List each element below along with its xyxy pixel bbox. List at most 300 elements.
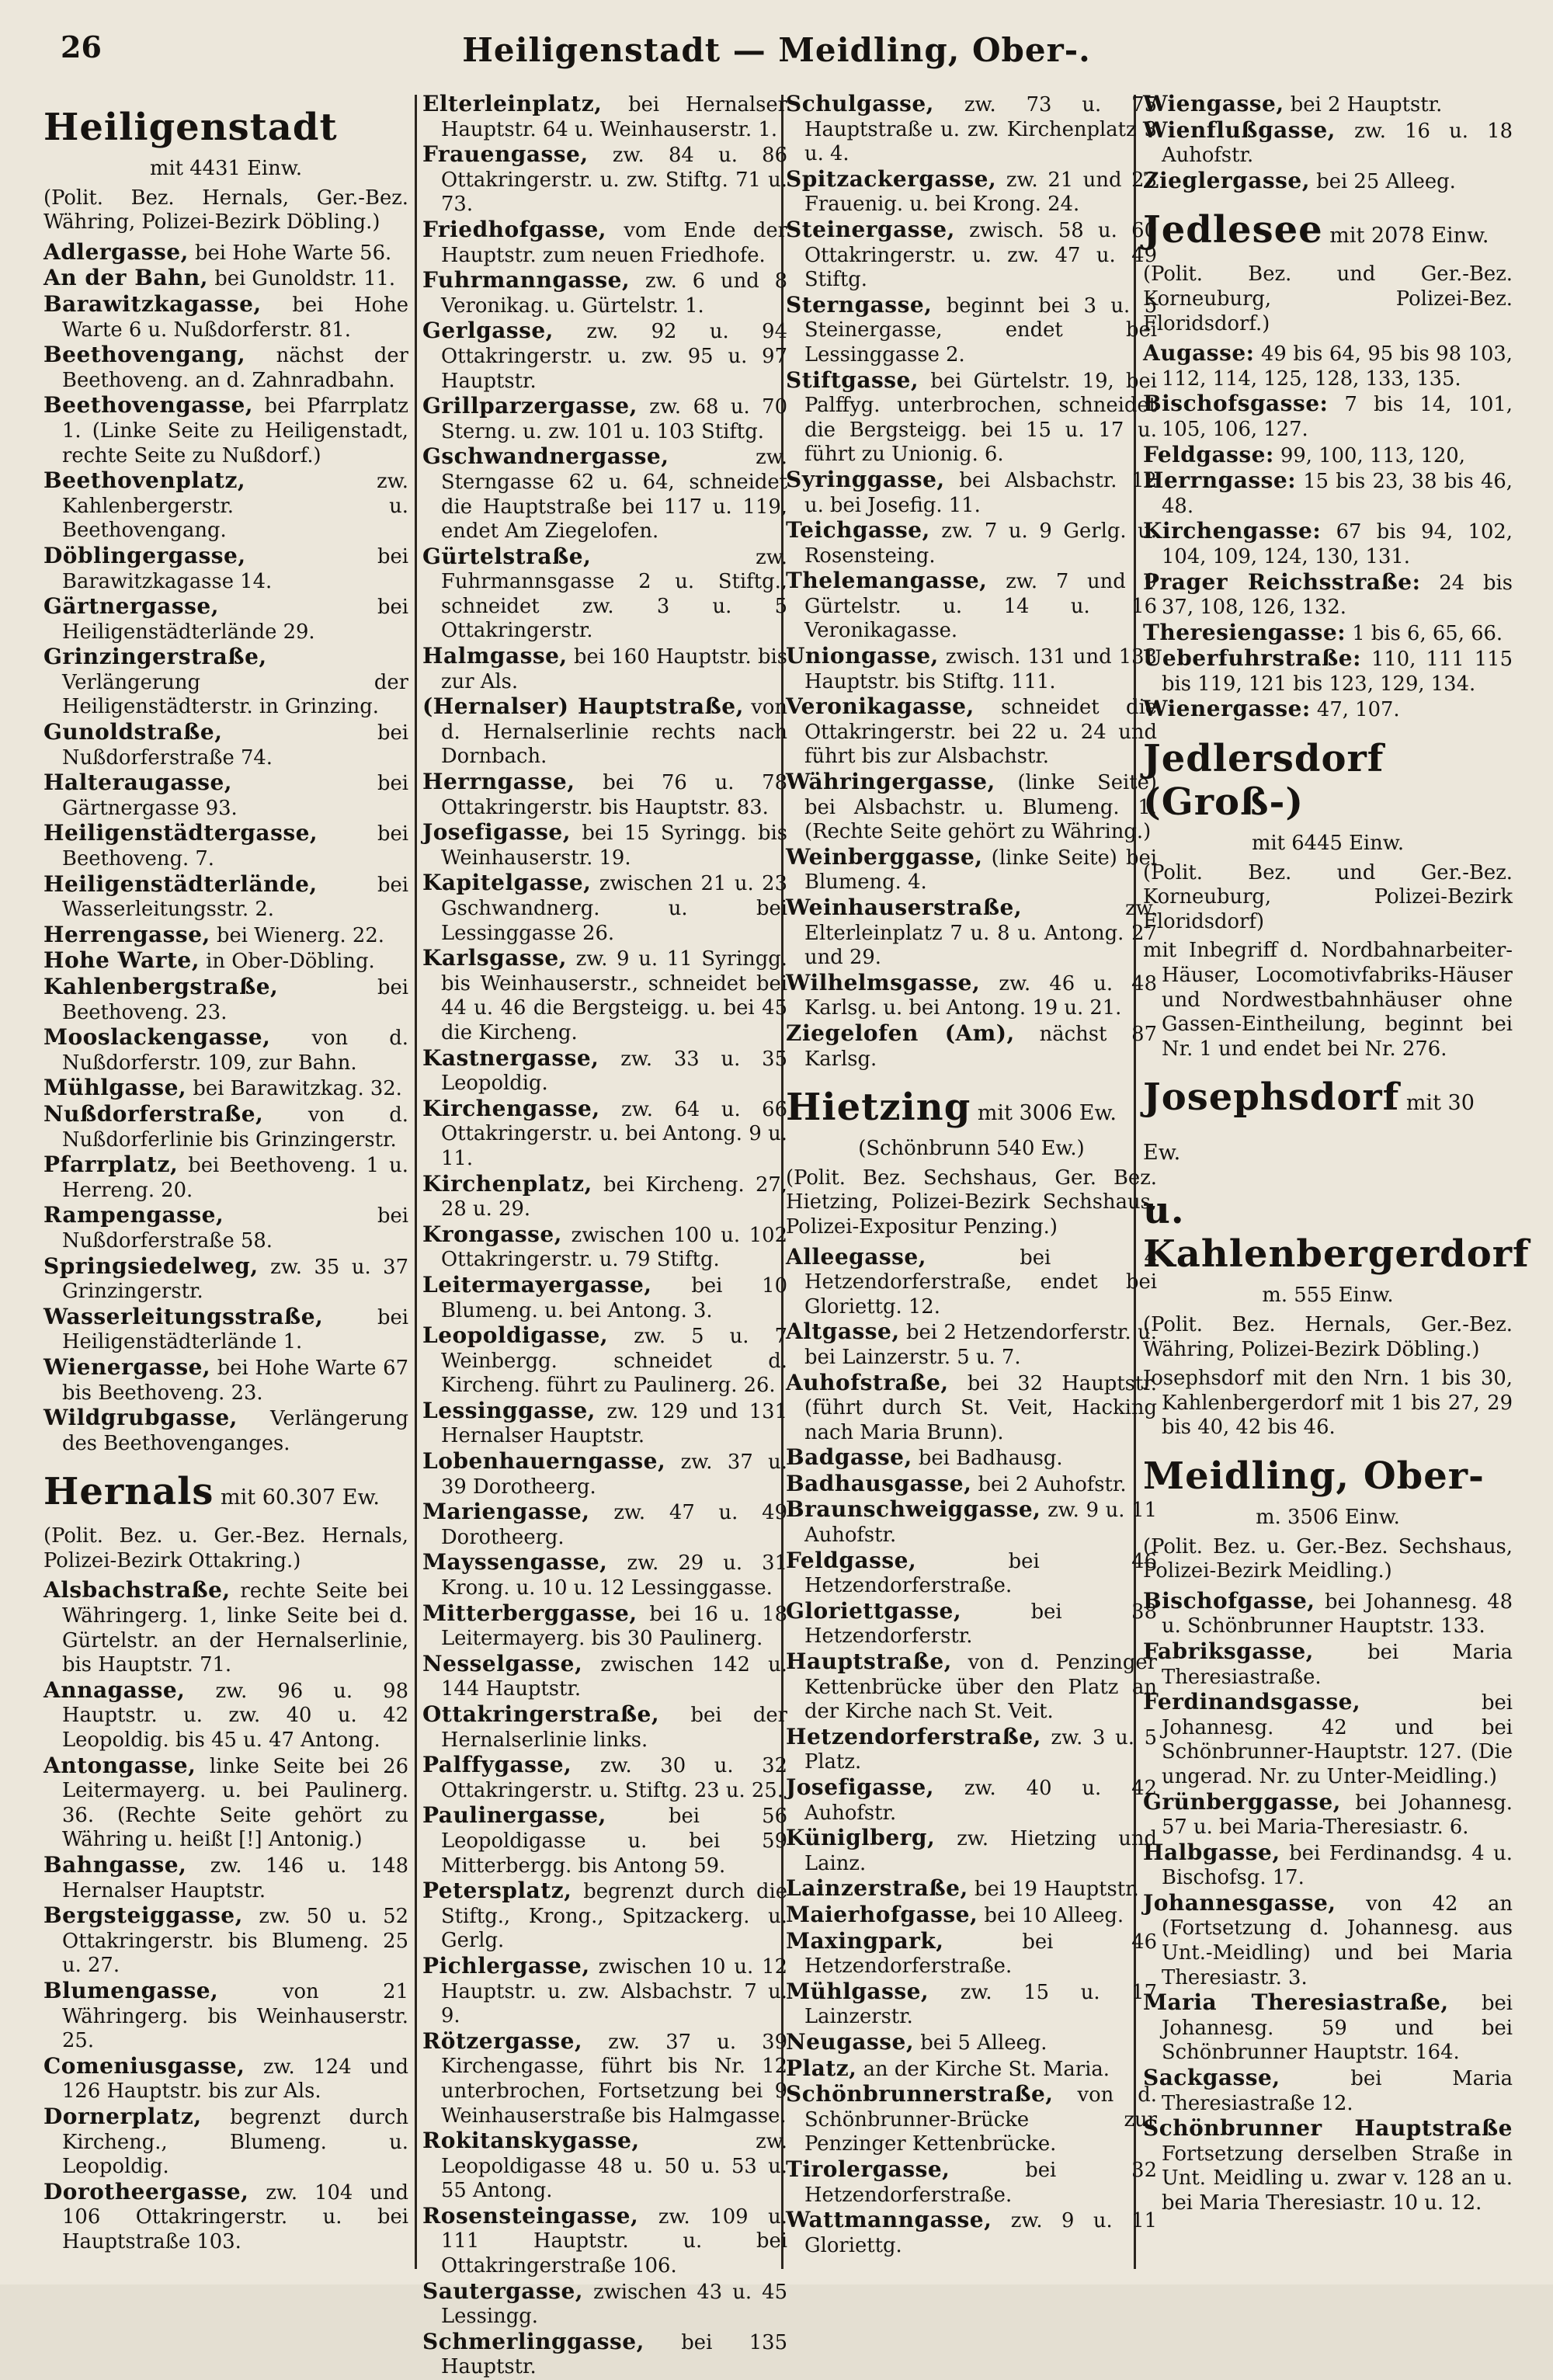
street-entry — [1143, 1790, 1513, 1840]
street-entry — [786, 1775, 1157, 1826]
street-name: Josefigasse, — [786, 1774, 934, 1800]
street-name: Spitzackergasse, — [786, 165, 997, 192]
street-location: zw. 16 u. 18 Auhofstr. — [1162, 119, 1513, 168]
street-location: bei 32 Hetzendorferstraße. — [804, 2158, 1157, 2207]
street-location: zwisch. 131 und 133 Hauptstr. bis Stiftg. 111. — [804, 645, 1157, 693]
street-location: bei Gärtnergasse 93. — [62, 772, 408, 820]
street-name: Springsiedelweg, — [43, 1253, 259, 1279]
street-entry — [43, 544, 408, 594]
street-location: von d. Nußdorferstr. 109, zur Bahn. — [62, 1027, 408, 1075]
street-name: Rosensteingasse, — [422, 2202, 639, 2229]
street-entry — [422, 1550, 787, 1600]
street-entry — [422, 1398, 787, 1449]
street-location: bei Pfarrplatz 1. (Linke Seite zu Heiligenstadt, rechte Seite zu Nußdorf.) — [62, 394, 408, 467]
street-location: bei Hohe Warte 56. — [188, 241, 392, 265]
street-name: Johannesgasse, — [1143, 1889, 1336, 1916]
street-name: Maxingpark, — [786, 1927, 944, 1954]
street-location: zw. 84 u. 86 Ottakringerstr. u. zw. Stiftg. 71 u. 73. — [441, 144, 787, 217]
street-entry — [1143, 570, 1513, 620]
street-entry — [43, 770, 408, 821]
street-name: Pfarrplatz, — [43, 1152, 179, 1178]
street-location: linke Seite bei 26 Leitermayerg. u. bei Paulinerg. 36. (Rechte Seite gehört zu Währing u. heißt [!] Antonig.) — [62, 1754, 408, 1852]
street-entry — [786, 845, 1157, 895]
street-name: Gürtelstraße, — [422, 543, 592, 569]
street-location: bei 38 Hetzendorferstr. — [804, 1600, 1157, 1649]
street-name: Grünberggasse, — [1143, 1788, 1341, 1815]
administrative-note: (Polit. Bez. Hernals, Ger.-Bez. Währing, Polizei-Bezirk Döbling.) — [1143, 1313, 1513, 1361]
street-entry — [786, 2030, 1157, 2056]
street-location: von 42 an (Fortsetzung d. Johannesg. aus Unt.-Meidling) und bei Maria Theresiastr. 3. — [1162, 1892, 1513, 1989]
street-entry — [1143, 341, 1513, 391]
street-entry — [422, 444, 787, 544]
street-location: bei 2 Hauptstr. — [1284, 93, 1443, 116]
street-entry — [786, 467, 1157, 518]
district-name: Heiligenstadt — [43, 106, 338, 149]
street-entry — [786, 1826, 1157, 1876]
street-name: Altgasse, — [786, 1319, 900, 1345]
street-entry — [786, 1979, 1157, 2030]
street-entry — [422, 544, 787, 644]
street-entry — [786, 1471, 1157, 1498]
street-entry — [786, 971, 1157, 1021]
street-location: bei 32 Hauptstr. (führt durch St. Veit, Hacking nach Maria Brunn). — [804, 1371, 1157, 1444]
street-name: Adlergasse, — [43, 238, 189, 265]
street-location: zw. 109 u. 111 Hauptstr. u. bei Ottakringerstraße 106. — [441, 2205, 787, 2278]
street-location: bei Nußdorferstraße 58. — [62, 1204, 408, 1253]
street-location: bei 46 Hetzendorferstraße. — [804, 1549, 1157, 1598]
street-name: Kirchengasse: — [1143, 518, 1322, 544]
street-entry — [1143, 2066, 1513, 2116]
street-name: Gärtnergasse, — [43, 593, 219, 620]
street-entry — [43, 821, 408, 871]
street-entry — [422, 870, 787, 946]
street-name: Gerlgasse, — [422, 318, 554, 344]
street-entry — [422, 1954, 787, 2029]
population-line: m. 555 Einw. — [1262, 1284, 1394, 1308]
district-population: mit 30 Ew. — [1143, 1091, 1475, 1166]
street-name: Maria Theresiastraße, — [1143, 1989, 1449, 2016]
street-location: zw. 33 u. 35 Leopoldig. — [441, 1047, 787, 1096]
district-heading — [1143, 1189, 1530, 1282]
street-entry — [43, 342, 408, 393]
street-name: Halmgasse, — [422, 643, 568, 669]
street-location: zw. 50 u. 52 Ottakringerstr. bis Blumeng. 25 u. 27. — [62, 1905, 408, 1978]
street-name: Heiligenstädterlände, — [43, 870, 318, 897]
street-name: Beethovenplatz, — [43, 467, 246, 494]
street-location: zw. 7 und 9 Gürtelstr. u. 14 u. 16 Veronikagasse. — [804, 570, 1157, 643]
street-entry — [422, 217, 787, 268]
street-name: Wienergasse, — [43, 1353, 211, 1380]
population-line: mit 4431 Einw. — [149, 157, 303, 180]
street-entry — [786, 1371, 1157, 1446]
street-name: Annagasse, — [43, 1676, 186, 1703]
street-location: von d. Nußdorferlinie bis Grinzingerstr. — [62, 1103, 408, 1152]
street-entry — [786, 167, 1157, 217]
street-location: bei 25 Alleeg. — [1309, 169, 1456, 193]
street-entry — [422, 1273, 787, 1323]
street-entry — [43, 292, 408, 342]
street-entry — [43, 2104, 408, 2180]
street-name: Gschwandnergasse, — [422, 443, 669, 470]
street-entry — [422, 1046, 787, 1096]
street-location: bei 16 u. 18 Leitermayerg. bis 30 Paulinerg. — [441, 1602, 787, 1651]
street-entry — [422, 1449, 787, 1499]
street-entry — [422, 820, 787, 870]
street-name: Wienflußgasse, — [1143, 116, 1336, 143]
district-heading — [1143, 737, 1513, 830]
street-location: zw. 37 u. 39 Dorotheerg. — [441, 1451, 787, 1499]
administrative-note: (Polit. Bez. u. Ger.-Bez. Hernals, Polizei-Bezirk Ottakring.) — [43, 1524, 408, 1572]
street-name: Kastnergasse, — [422, 1044, 599, 1071]
street-name: Alsbachstraße, — [43, 1577, 231, 1603]
street-name: Petersplatz, — [422, 1878, 572, 1904]
street-entry — [43, 1903, 408, 1979]
street-entry — [422, 268, 787, 318]
street-name: Halteraugasse, — [43, 770, 233, 796]
street-entry — [43, 1075, 408, 1102]
street-name: Leitermayergasse, — [422, 1271, 652, 1298]
street-entry — [786, 1929, 1157, 1979]
street-name: Uniongasse, — [786, 643, 939, 669]
street-location: zw. Fuhrmannsgasse 2 u. Stiftg., schneidet zw. 3 u. 5 Ottakringerstr. — [441, 545, 787, 643]
street-name: Dornerplatz, — [43, 2103, 202, 2129]
street-entry — [1143, 620, 1513, 647]
street-name: Döblingergasse, — [43, 542, 246, 568]
street-name: Mühlgasse, — [786, 1978, 929, 2004]
street-location: 15 bis 23, 38 bis 46, 48. — [1162, 470, 1513, 518]
street-entry — [1143, 92, 1513, 118]
column-1 — [43, 92, 408, 2266]
street-entry — [43, 1405, 408, 1456]
street-entry — [422, 2279, 787, 2330]
street-name: Wiengasse, — [1143, 91, 1284, 116]
district-heading — [43, 1470, 408, 1520]
street-location: zw. 5 u. 7 Weinbergg. schneidet d. Kircheng. führt zu Paulinerg. 26. — [441, 1325, 787, 1398]
street-location: zw. 92 u. 94 Ottakringerstr. u. zw. 95 u. 97 Hauptstr. — [441, 320, 787, 393]
street-entry — [786, 1599, 1157, 1649]
street-entry — [43, 1355, 408, 1405]
street-location: bei Wasserleitungsstr. 2. — [62, 873, 408, 922]
street-location: Verlängerung der Heiligenstädterstr. in Grinzing. — [62, 670, 408, 719]
street-name: Mooslackengasse, — [43, 1024, 271, 1051]
street-entry — [1143, 169, 1513, 195]
street-location: bei 56 Leopoldigasse u. bei 59 Mitterbergg. bis Antong 59. — [441, 1805, 787, 1878]
street-entry — [786, 1649, 1157, 1725]
street-location: zw. 104 und 106 Ottakringerstr. u. bei Hauptstraße 103. — [62, 2180, 408, 2253]
street-location: 1 bis 6, 65, 66. — [1346, 621, 1503, 645]
street-location: von d. Hernalserlinie rechts nach Dornbach. — [441, 696, 787, 769]
street-name: Karlsgasse, — [422, 945, 567, 971]
street-location: zw. Sterngasse 62 u. 64, schneidet die Hauptstraße bei 117 u. 119, endet Am Ziegelofen. — [441, 446, 787, 544]
street-entry — [786, 2056, 1157, 2083]
street-location: von 21 Währingerg. bis Weinhauserstr. 25. — [62, 1979, 408, 2053]
street-entry — [786, 217, 1157, 293]
district-heading — [1143, 208, 1513, 258]
street-entry — [1143, 391, 1513, 442]
district-name: Josephsdorf — [1143, 1075, 1400, 1120]
street-name: Theresiengasse: — [1143, 619, 1346, 645]
street-location: in Ober-Döbling. — [199, 950, 375, 974]
street-name: Ueberfuhrstraße: — [1143, 645, 1361, 672]
street-entry — [1143, 468, 1513, 519]
street-name: Hetzendorferstraße, — [786, 1723, 1041, 1749]
street-name: Lainzerstraße, — [786, 1875, 968, 1902]
street-name: Weinberggasse, — [786, 843, 983, 870]
street-name: Küniglberg, — [786, 1825, 936, 1851]
street-location: zw. Leopoldigasse 48 u. 50 u. 53 u. 55 Antong. — [441, 2130, 787, 2203]
street-name: Leopoldigasse, — [422, 1322, 609, 1349]
street-name: Schulgasse, — [786, 91, 934, 116]
column-rule — [415, 95, 417, 2269]
street-entry — [422, 644, 787, 694]
street-entry — [43, 1305, 408, 1355]
street-entry — [1143, 443, 1513, 469]
street-location: bei 5 Alleeg. — [914, 2031, 1047, 2055]
street-entry — [422, 1096, 787, 1172]
street-entry — [43, 1678, 408, 1753]
street-location: bei Badhausg. — [912, 1447, 1063, 1471]
street-entry — [43, 1979, 408, 2054]
street-location: bei Nußdorferstraße 74. — [62, 721, 408, 770]
street-name: Mariengasse, — [422, 1499, 590, 1525]
street-name: Neugasse, — [786, 2028, 915, 2055]
street-location: nächst 87 Karlsg. — [804, 1022, 1158, 1071]
street-name: Wildgrubgasse, — [43, 1405, 238, 1431]
street-entry — [1143, 1690, 1513, 1789]
street-name: Veronikagasse, — [786, 693, 975, 720]
street-entry — [422, 2128, 787, 2204]
street-location: zw. 124 und 126 Hauptstr. bis zur Als. — [62, 2055, 408, 2104]
street-name: Lobenhauerngasse, — [422, 1448, 666, 1475]
street-location: zw. 73 u. 75 Hauptstraße u. zw. Kirchenplatz 3 u. 4. — [804, 93, 1157, 166]
street-entry — [43, 1753, 408, 1853]
street-entry — [43, 468, 408, 544]
street-name: Dorotheergasse, — [43, 2178, 249, 2205]
street-location: zw. Kahlenbergerstr. u. Beethovengang. — [62, 470, 408, 543]
street-name: Herrengasse, — [43, 921, 210, 947]
street-entry — [1143, 1840, 1513, 1891]
street-name: Elterleinplatz, — [422, 91, 603, 116]
street-entry — [43, 1025, 408, 1075]
street-name: Teichgasse, — [786, 517, 930, 544]
running-title: Heiligenstadt — Meidling, Ober-. — [462, 31, 1091, 69]
street-location: zw. 29 u. 31 Krong. u. 10 u. 12 Lessinggasse. — [441, 1551, 787, 1600]
street-entry — [43, 2180, 408, 2255]
street-entry — [786, 1021, 1157, 1072]
street-name: Feldgasse: — [1143, 441, 1274, 467]
population-line: (Schönbrunn 540 Ew.) — [858, 1137, 1085, 1161]
street-location: zwisch. 58 u. 60 Ottakringerstr. u. zw. 47 u. 49 Stiftg. — [804, 218, 1157, 292]
street-name: Pichlergasse, — [422, 1952, 590, 1979]
street-location: bei 15 Syringg. bis Weinhauserstr. 19. — [441, 822, 787, 870]
street-entry — [422, 2330, 787, 2380]
street-entry — [422, 1803, 787, 1878]
street-name: Prager Reichsstraße: — [1143, 568, 1421, 595]
street-entry — [1143, 2116, 1513, 2215]
street-name: Lessinggasse, — [422, 1397, 596, 1423]
street-entry — [422, 1323, 787, 1398]
street-name: Gunoldstraße, — [43, 719, 223, 745]
street-location: bei Wienerg. 22. — [210, 923, 384, 947]
population-line: m. 3506 Einw. — [1256, 1505, 1400, 1529]
administrative-note: (Polit. Bez. u. Ger.-Bez. Sechshaus, Polizei-Bezirk Meidling.) — [1143, 1534, 1513, 1583]
street-entry — [43, 594, 408, 645]
street-location: zw. 9 u. 11 Auhofstr. — [804, 1499, 1157, 1548]
street-entry — [786, 2082, 1157, 2157]
street-name: Gloriettgasse, — [786, 1597, 962, 1624]
street-name: Bergsteiggasse, — [43, 1902, 243, 1929]
street-name: Nußdorferstraße, — [43, 1100, 264, 1127]
street-name: Sautergasse, — [422, 2278, 584, 2304]
street-entry — [43, 1578, 408, 1677]
running-head — [0, 23, 1553, 85]
street-location: zw. 46 u. 48 Karlsg. u. bei Antong. 19 u. 21. — [804, 971, 1157, 1020]
street-name: Ferdinandsgasse, — [1143, 1689, 1361, 1715]
street-location: (linke Seite) bei Alsbachstr. u. Blumeng. 1. (Rechte Seite gehört zu Währing.) — [804, 771, 1157, 844]
district-name: Meidling, Ober- — [1143, 1454, 1485, 1498]
street-location: bei Heiligenstädterlände 29. — [62, 596, 408, 644]
street-name: Sterngasse, — [786, 291, 933, 318]
street-location: bei Johannesg. 57 u. bei Maria-Theresiastr. 6. — [1162, 1791, 1513, 1840]
street-entry — [786, 770, 1157, 845]
street-entry — [786, 368, 1157, 467]
street-entry — [43, 1853, 408, 1903]
street-entry — [422, 1652, 787, 1702]
district-heading — [43, 106, 408, 155]
street-entry — [43, 948, 408, 975]
street-entry — [43, 266, 408, 292]
street-name: An der Bahn, — [43, 265, 208, 291]
street-entry — [43, 2054, 408, 2104]
street-name: Weinhauserstraße, — [786, 895, 1023, 920]
street-name: Barawitzkagasse, — [43, 290, 262, 317]
district-description: mit Inbegriff d. Nordbahnarbeiter-Häuser, Locomotivfabriks-Häuser und Nordwestbahnhäuser ohne Gassen-Eintheilung, beginnt bei Nr. 1 und endet bei Nr. 276. — [1143, 939, 1513, 1061]
street-location: 7 bis 14, 101, 105, 106, 127. — [1162, 393, 1513, 441]
street-name: Platz, — [786, 2055, 857, 2081]
street-location: bei Heiligenstädterlände 1. — [62, 1305, 408, 1354]
street-entry — [786, 1497, 1157, 1548]
street-location: bei 10 Alleeg. — [978, 1903, 1124, 1927]
street-location: 24 bis 37, 108, 126, 132. — [1162, 571, 1513, 620]
administrative-note: (Polit. Bez. Sechshaus, Ger. Bez. Hietzing, Polizei-Bezirk Sechshaus, Polizei-Expositur Penzing.) — [786, 1166, 1157, 1239]
street-name: Thelemangasse, — [786, 568, 988, 594]
street-entry — [422, 318, 787, 394]
district-population: mit 60.307 Ew. — [214, 1485, 380, 1510]
street-location: beginnt bei 3 u. 5 Steinergasse, endet bei Lessinggasse 2. — [804, 294, 1157, 367]
street-location: zw. 40 u. 42 Auhofstr. — [804, 1777, 1157, 1825]
street-location: zw. 146 u. 148 Hernalser Hauptstr. — [62, 1854, 408, 1902]
street-name: Mayssengasse, — [422, 1549, 608, 1576]
street-location: bei Barawitzkag. 32. — [186, 1077, 402, 1101]
street-entry — [43, 720, 408, 770]
street-location: zw. 68 u. 70 Sterng. u. zw. 101 u. 103 Stiftg. — [441, 395, 787, 443]
street-entry — [43, 1152, 408, 1203]
district-name: Hernals — [43, 1470, 214, 1514]
street-location: bei Maria Theresiastraße. — [1162, 1640, 1513, 1689]
street-name: Kirchengasse, — [422, 1095, 600, 1121]
street-location: 49 bis 64, 95 bis 98 103, 112, 114, 125, 128, 133, 135. — [1162, 342, 1513, 391]
street-location: von d. Penzinger Kettenbrücke über den Platz an der Kirche nach St. Veit. — [804, 1651, 1157, 1724]
street-location: (linke Seite) bei Blumeng. 4. — [804, 846, 1157, 895]
street-location: bei Ferdinandsg. 4 u. Bischofsg. 17. — [1162, 1841, 1513, 1890]
street-entry — [786, 92, 1157, 167]
street-location: zwischen 21 u. 23 Gschwandnerg. u. bei Lessinggasse 26. — [441, 872, 787, 945]
street-location: bei der Hernalserlinie links. — [441, 1704, 787, 1752]
district-heading — [1143, 1075, 1513, 1175]
street-name: Kahlenbergstraße, — [43, 974, 279, 999]
street-location: 99, 100, 113, 120, — [1273, 443, 1465, 467]
street-location: bei 135 Hauptstr. — [441, 2330, 787, 2379]
district-heading — [786, 1086, 1157, 1135]
street-name: Palffygasse, — [422, 1752, 572, 1778]
street-location: zw. 3 u. 5 Platz. — [804, 1725, 1157, 1774]
street-name: Rötzergasse, — [422, 2027, 583, 2054]
street-name: Feldgasse, — [786, 1547, 917, 1573]
street-name: Ziegelofen (Am), — [786, 1020, 1015, 1046]
street-name: Beethovengasse, — [43, 392, 254, 419]
street-name: Augasse: — [1143, 340, 1255, 367]
street-name: Badhausgasse, — [786, 1470, 972, 1496]
street-name: Maierhofgasse, — [786, 1901, 978, 1927]
administrative-note: (Polit. Bez. Hernals, Ger.-Bez. Währing, Polizei-Bezirk Döbling.) — [43, 186, 408, 235]
street-entry — [43, 922, 408, 949]
district-population: mit 2078 Einw. — [1322, 224, 1489, 248]
street-entry — [786, 1319, 1157, 1370]
street-entry — [786, 518, 1157, 568]
street-location: schneidet die Ottakringerstr. bei 22 u. 24 und führt bis zur Alsbachstr. — [804, 696, 1157, 769]
street-name: Rokitanskygasse, — [422, 2128, 640, 2154]
street-location: bei 4 Hetzendorferstraße, endet bei Gloriettg. 12. — [804, 1246, 1157, 1319]
street-name: Grillparzergasse, — [422, 393, 638, 419]
street-location: bei 19 Hauptstr. — [968, 1878, 1139, 1902]
street-name: Steinergasse, — [786, 216, 955, 242]
district-description: Josephsdorf mit den Nrn. 1 bis 30, Kahlenbergerdorf mit 1 bis 27, 29 bis 40, 42 bis 46. — [1143, 1367, 1513, 1440]
district-heading — [1143, 1454, 1513, 1504]
street-name: Rampengasse, — [43, 1202, 224, 1228]
district-name: u. Kahlenbergerdorf — [1143, 1189, 1530, 1277]
page-number: 26 — [61, 30, 102, 64]
street-name: Hauptstraße, — [786, 1649, 952, 1675]
street-name: Wienergasse: — [1143, 696, 1311, 722]
street-entry — [1143, 697, 1513, 723]
street-location: zwischen 142 u. 144 Hauptstr. — [441, 1652, 787, 1701]
street-location: zw. 9 u. 11 Gloriettg. — [804, 2209, 1157, 2257]
street-entry — [43, 1203, 408, 1253]
street-entry — [786, 1876, 1157, 1902]
street-name: Stiftgasse, — [786, 367, 919, 393]
street-location: bei Hohe Warte 67 bis Beethoveng. 23. — [62, 1356, 408, 1405]
street-entry — [786, 2208, 1157, 2258]
street-name: Beethovengang, — [43, 342, 246, 368]
street-entry — [786, 1902, 1157, 1929]
street-location: bei 2 Auhofstr. — [971, 1472, 1127, 1496]
street-name: Fabriksgasse, — [1143, 1638, 1314, 1664]
street-name: Schönbrunner Hauptstraße — [1143, 2115, 1513, 2142]
street-name: Schönbrunnerstraße, — [786, 2081, 1054, 2107]
street-location: bei Beethoveng. 7. — [62, 822, 408, 871]
street-location: bei Beethoveng. 23. — [62, 976, 408, 1024]
street-entry — [1143, 519, 1513, 569]
street-entry — [1143, 118, 1513, 169]
street-location: von d. Schönbrunner-Brücke zur Penzinger Kettenbrücke. — [804, 2083, 1157, 2156]
street-location: bei Hernalser Hauptstr. 64 u. Weinhauserstr. 1. — [441, 93, 787, 141]
street-location: zwischen 10 u. 12 Hauptstr. u. zw. Alsbachstr. 7 u. 9. — [441, 1954, 787, 2028]
district-population: mit 3006 Ew. — [971, 1101, 1117, 1126]
street-entry — [786, 2157, 1157, 2208]
column-3 — [786, 92, 1157, 2266]
street-entry — [1143, 1891, 1513, 1990]
street-name: Tirolergasse, — [786, 2156, 950, 2182]
